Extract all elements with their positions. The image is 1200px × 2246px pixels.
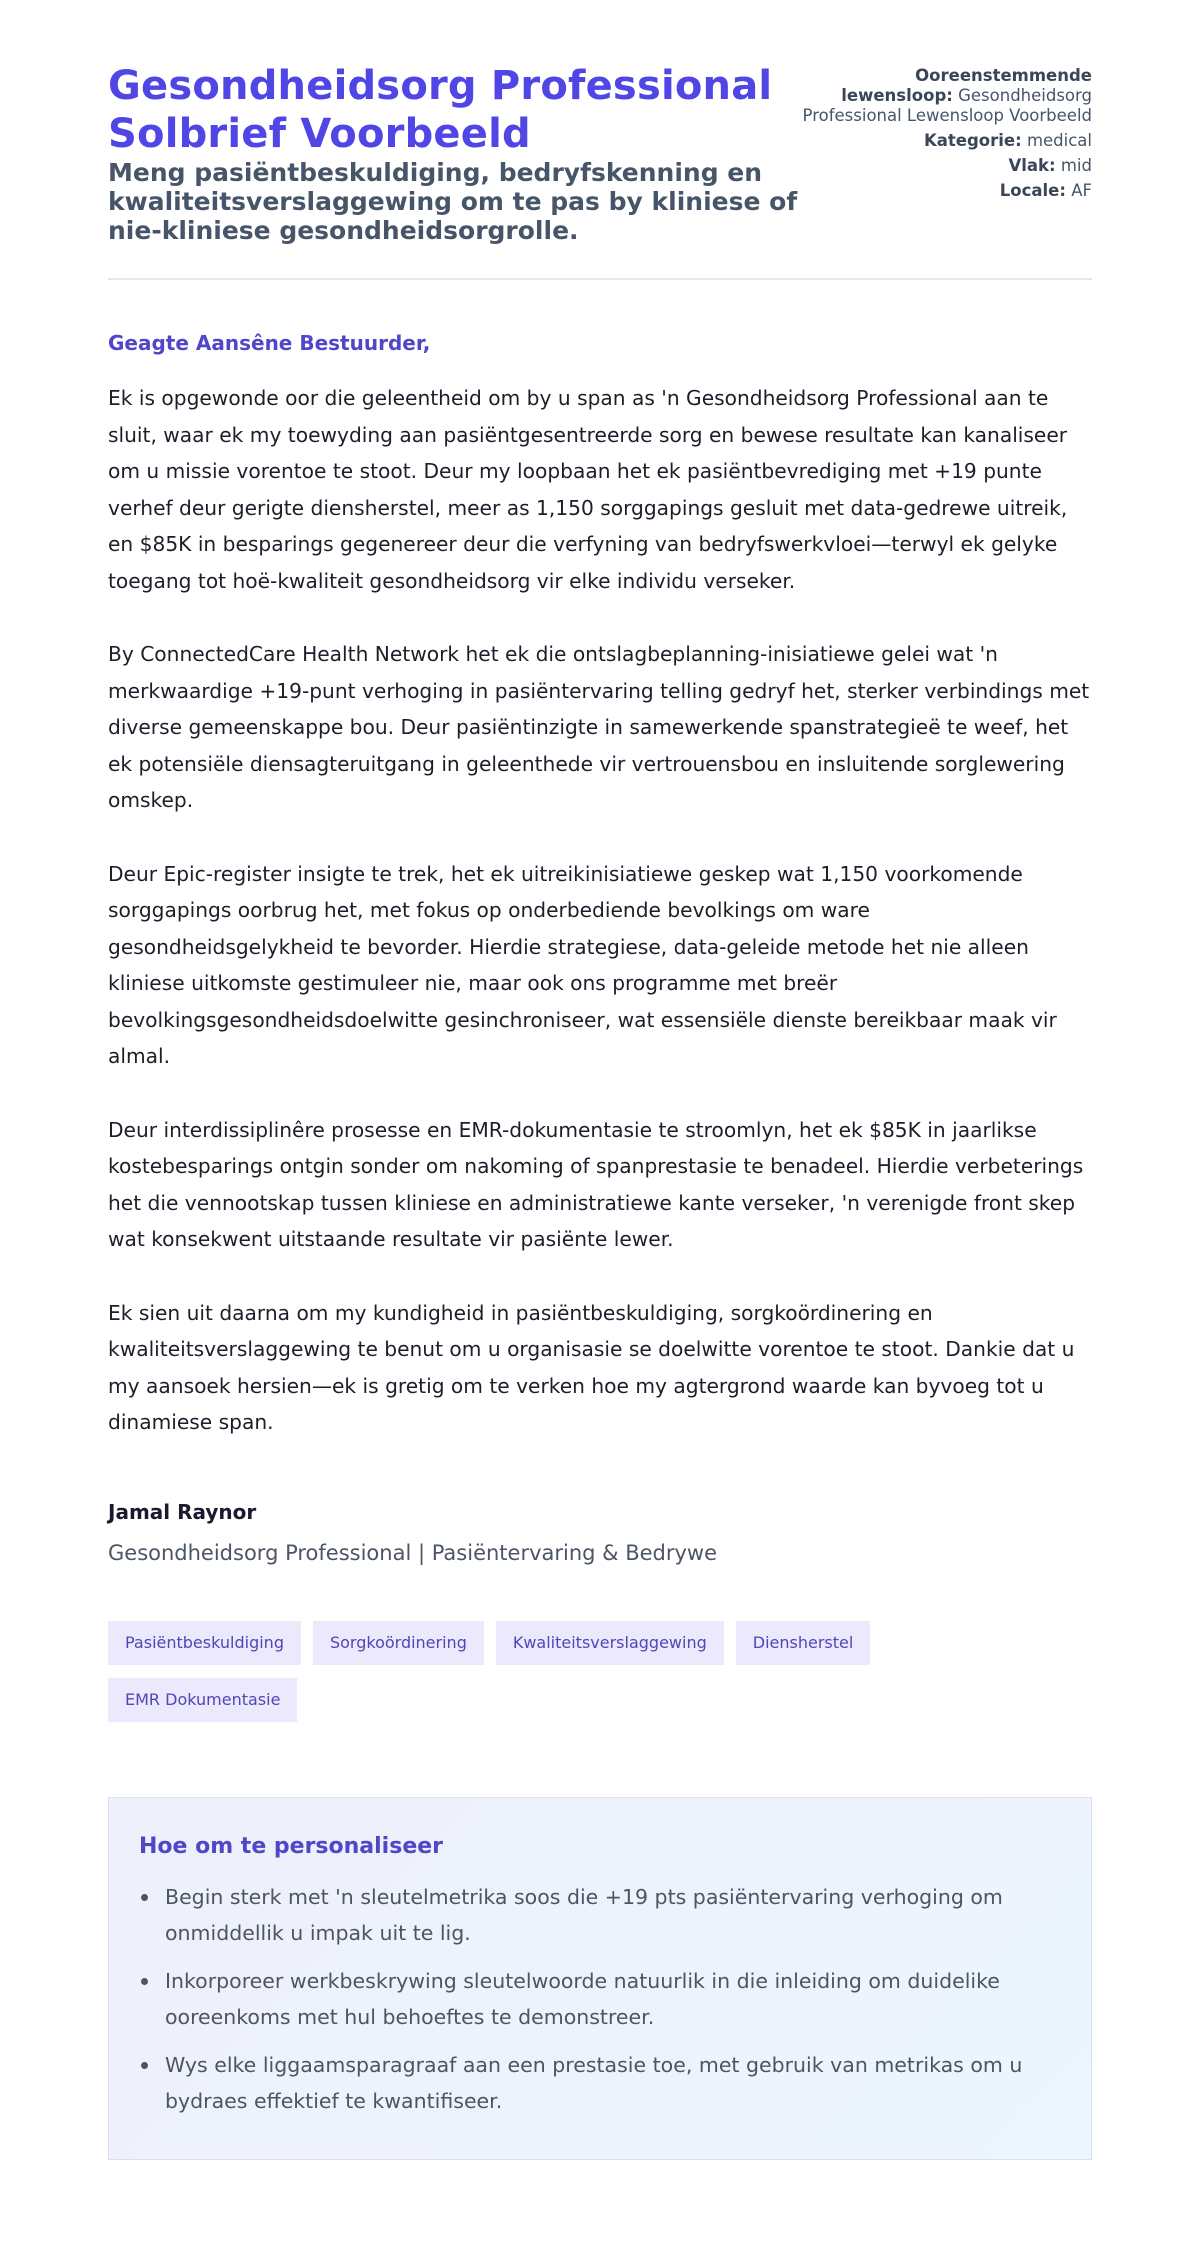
signer-title: Gesondheidsorg Professional | Pasiëntervaring & Bedrywe	[108, 1540, 718, 1565]
letter-body	[108, 330, 1092, 1566]
tips-title: Hoe om te personaliseer	[139, 1833, 444, 1859]
meta-category-label: Kategorie:	[923, 131, 1022, 150]
skill-tag: Pasiëntbeskuldiging	[108, 1621, 301, 1665]
page-subtitle: Meng pasiëntbeskuldiging, bedryfskenning en kwaliteitsverslaggewing om te pas by kliniese of nie-kliniese gesondheidsorgrolle.	[108, 158, 798, 245]
meta-panel	[802, 62, 1092, 206]
meta-locale-label: Locale:	[999, 181, 1066, 200]
page-header	[108, 62, 1092, 280]
tips-list-item: Begin sterk met 'n sleutelmetrika soos die +19 pts pasiëntervaring verhoging om onmiddellik u impak uit te lig.	[139, 1879, 1061, 1951]
letter-signoff	[108, 1499, 1092, 1566]
meta-locale	[802, 181, 1092, 201]
meta-resume-label: Ooreenstemmende lewensloop:	[841, 66, 1092, 105]
tips-list-item: Inkorporeer werkbeskrywing sleutelwoorde natuurlik in die inleiding om duidelike ooreenkoms met hul behoeftes te demonstreer.	[139, 1963, 1061, 2035]
skill-tags	[108, 1621, 968, 1722]
page-title: Gesondheidsorg Professional Solbrief Voorbeeld	[108, 63, 773, 157]
header-titles	[108, 62, 798, 245]
meta-resume-value: Gesondheidsorg Professional Lewensloop Voorbeeld	[802, 86, 1092, 125]
meta-level-label: Vlak:	[1008, 156, 1056, 175]
skill-tag: Sorgkoördinering	[313, 1621, 484, 1665]
meta-matching-resume	[802, 66, 1092, 126]
meta-locale-value: AF	[1071, 181, 1092, 200]
letter-paragraphs	[108, 380, 1092, 1441]
personalization-tips-box	[108, 1797, 1092, 2160]
letter-paragraph: Ek sien uit daarna om my kundigheid in pasiëntbeskuldiging, sorgkoördinering en kwaliteitsverslaggewing te benut om u organisasie se doelwitte vorentoe te stoot. Dankie dat u my aansoek hersien—ek is gretig om te verken hoe my agtergrond waarde kan byvoeg tot u dinamiese span.	[108, 1300, 1075, 1434]
meta-level-value: mid	[1060, 156, 1092, 175]
tips-list-item: Wys elke liggaamsparagraaf aan een prestasie toe, met gebruik van metrikas om u bydraes effektief te kwantifiseer.	[139, 2047, 1061, 2119]
skill-tag: Kwaliteitsverslaggewing	[496, 1621, 724, 1665]
meta-category-value: medical	[1026, 131, 1092, 150]
skill-tag: Diensherstel	[736, 1621, 871, 1665]
letter-paragraph: By ConnectedCare Health Network het ek die ontslagbeplanning-inisiatiewe gelei wat 'n merkwaardige +19-punt verhoging in pasiëntervaring telling gedryf het, sterker verbindings met diverse gemeenskappe bou. Deur pasiëntinzigte in samewerkende spanstrategieë te weef, het ek potensiële diensagteruitgang in geleenthede vir vertrouensbou en insluitende sorglewering omskep.	[108, 642, 1090, 812]
skill-tag: EMR Dokumentasie	[108, 1678, 297, 1722]
letter-paragraph: Ek is opgewonde oor die geleentheid om by u span as 'n Gesondheidsorg Professional aan te sluit, waar ek my toewyding aan pasiëntgesentreerde sorg en bewese resultate kan kanaliseer om u missie vorentoe te stoot. Deur my loopbaan het ek pasiëntbevrediging met +19 punte verhef deur gerigte diensherstel, meer as 1,150 sorggapings gesluit met data-gedrewe uitreik, en $85K in besparings gegenereer deur die verfyning van bedryfswerkvloei—terwyl ek gelyke toegang tot hoë-kwaliteit gesondheidsorg vir elke individu verseker.	[108, 386, 1068, 593]
letter-greeting: Geagte Aansêne Bestuurder,	[108, 331, 431, 355]
letter-paragraph: Deur interdissiplinêre prosesse en EMR-dokumentasie te stroomlyn, het ek $85K in jaarlikse kostebesparings ontgin sonder om nakoming of spanprestasie te benadeel. Hierdie verbeterings het die vennootskap tussen kliniese en administratiewe kante verseker, 'n verenigde front skep wat konsekwent uitstaande resultate vir pasiënte lewer.	[108, 1117, 1084, 1251]
signer-name: Jamal Raynor	[108, 1499, 257, 1524]
tips-list	[139, 1879, 1061, 2119]
meta-category	[802, 131, 1092, 151]
letter-paragraph: Deur Epic-register insigte te trek, het ek uitreikinisiatiewe geskep wat 1,150 voorkomende sorggapings oorbrug het, met fokus op onderbediende bevolkings om ware gesondheidsgelykheid te bevorder. Hierdie strategiese, data-geleide metode het nie alleen kliniese uitkomste gestimuleer nie, maar ook ons programme met breër bevolkingsgesondheidsdoelwitte gesinchroniseer, wat essensiële dienste bereikbaar maak vir almal.	[108, 861, 1057, 1068]
meta-level	[802, 156, 1092, 176]
